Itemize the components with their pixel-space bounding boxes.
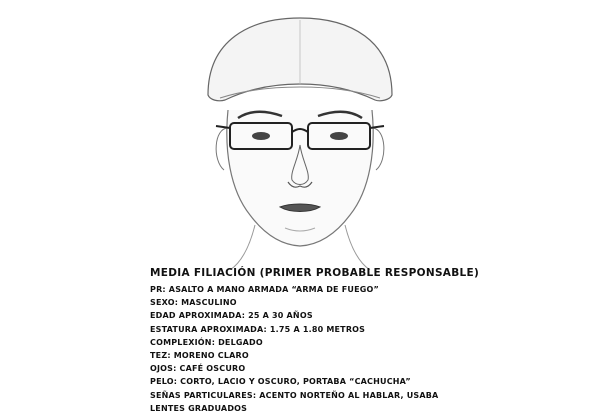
page-title: MEDIA FILIACIÓN (PRIMER PROBABLE RESPONSABLE)	[150, 267, 480, 279]
line-edad: EDAD APROXIMADA: 25 A 30 AÑOS	[150, 311, 313, 321]
line-ojos: OJOS: CAFÉ OSCURO	[150, 364, 246, 374]
line-pelo: PELO: CORTO, LACIO Y OSCURO, PORTABA “CACHUCHA”	[150, 377, 411, 387]
line-pr: PR: ASALTO A MANO ARMADA “ARMA DE FUEGO”	[150, 285, 379, 294]
face-outline	[227, 110, 373, 246]
line-tez: TEZ: MORENO CLARO	[150, 351, 249, 361]
description-block	[150, 267, 480, 415]
line-sexo: SEXO: MASCULINO	[150, 298, 237, 308]
line-complexion: COMPLEXIÓN: DELGADO	[150, 337, 263, 347]
composite-sketch-image	[150, 0, 450, 270]
line-senas: SEÑAS PARTICULARES: ACENTO NORTEÑO AL HABLAR, USABA LENTES GRADUADOS	[150, 390, 439, 413]
line-estatura: ESTATURA APROXIMADA: 1.75 A 1.80 METROS	[150, 324, 366, 334]
